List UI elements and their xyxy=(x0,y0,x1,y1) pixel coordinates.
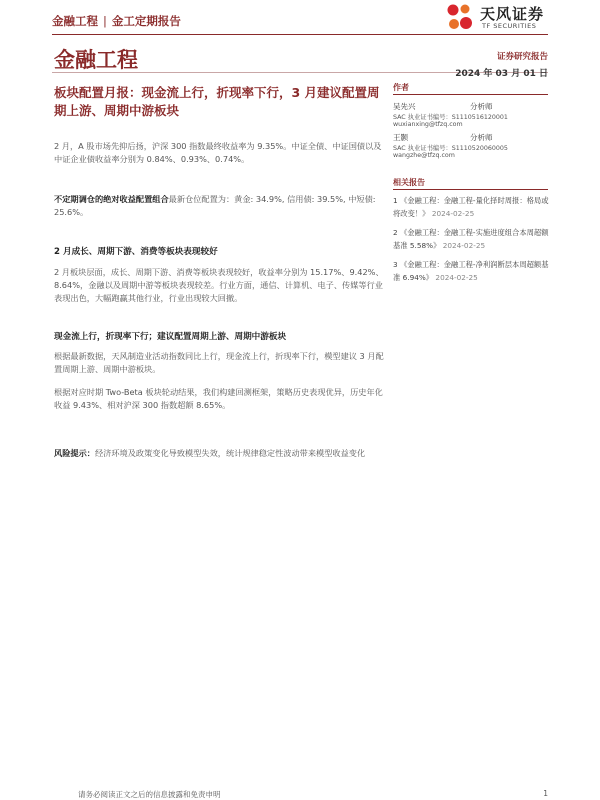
author-license: SAC 执业证书编号：S1110520060005 xyxy=(393,145,508,152)
report-type: 证券研究报告 xyxy=(496,52,548,62)
related-divider xyxy=(393,189,548,190)
author-license: SAC 执业证书编号：S1110516120001 xyxy=(393,114,508,121)
header-separator: | xyxy=(103,14,107,28)
related-report-item[interactable] xyxy=(393,194,553,220)
related-report-text: 3 《金融工程：金融工程-净利润断层本周超额基准 6.94%》 xyxy=(393,260,549,282)
related-report-date: 2024-02-25 xyxy=(431,209,475,218)
logo-mark-icon xyxy=(444,2,478,34)
related-report-text: 2 《金融工程：金融工程-实施进度组合本周超额基准 5.58%》 xyxy=(393,228,549,250)
logo-text-cn: 天风证券 xyxy=(480,5,545,23)
page-title: 金融工程 xyxy=(54,48,138,72)
tf-securities-logo xyxy=(444,2,554,34)
risk-text: 经济环境及政策变化导致模型失效，统计规律稳定性波动带来模型收益变化 xyxy=(94,448,366,458)
header-divider xyxy=(52,34,548,35)
related-report-text: 1 《金融工程：金融工程-量化择时周报：格局或将改变！》 xyxy=(393,196,549,218)
header-section-label: 金融工程 xyxy=(52,14,98,28)
risk-lead: 风险提示： xyxy=(54,448,95,458)
allocation-lead: 不定期调仓的绝对收益配置组合 xyxy=(54,194,169,204)
logo-text-en: TF SECURITIES xyxy=(482,22,537,30)
related-report-item[interactable] xyxy=(393,258,553,284)
allocation-text: 最新仓位配置为：黄金: 34.9%, 信用债: 39.5%, 中短债: 25.6%。 xyxy=(54,194,376,217)
author-role: 分析师 xyxy=(470,102,493,111)
section-heading-performance: 2 月成长、周期下游、消费等板块表现较好 xyxy=(54,247,218,257)
author-email[interactable]: wuxianxing@tfzq.com xyxy=(393,121,463,128)
footer-disclaimer: 请务必阅读正文之后的信息披露和免责申明 xyxy=(78,790,221,799)
header-series-label: 金工定期报告 xyxy=(111,14,181,28)
related-report-date: 2024-02-25 xyxy=(442,241,486,250)
page-number: 1 xyxy=(543,789,548,798)
backtest-paragraph: 根据对应时期 Two-Beta 板块轮动结果，我们构建回测框架，策略历史表现优异，历史年化收益 9.43%、相对沪深 300 指数超额 8.65%。 xyxy=(54,387,383,410)
author-role: 分析师 xyxy=(470,133,493,142)
related-report-date: 2024-02-25 xyxy=(435,273,478,282)
authors-divider xyxy=(393,94,548,95)
related-report-item[interactable] xyxy=(393,226,553,252)
related-reports-title: 相关报告 xyxy=(393,178,425,187)
author-email[interactable]: wangzhe@tfzq.com xyxy=(393,152,455,159)
header-section xyxy=(52,13,181,29)
summary-paragraph: 2 月，A 股市场先抑后扬，沪深 300 指数最终收益率为 9.35%。中证全债、中证国债以及中证企业债收益率分别为 0.84%、0.93%、0.74%。 xyxy=(54,141,382,164)
risk-paragraph xyxy=(54,447,384,460)
authors-title: 作者 xyxy=(393,83,409,92)
report-date: 2024 年 03 月 01 日 xyxy=(455,69,548,79)
section-heading-recommendation: 现金流上行，折现率下行；建议配置周期上游、周期中游板块 xyxy=(54,332,287,342)
performance-paragraph: 2 月板块层面，成长、周期下游、消费等板块表现较好，收益率分别为 15.17%、9.42%、8.64%，金融以及周期中游等板块表现较差。行业方面，通信、计算机、电子、传媒等行业表现出色，大幅跑赢其他行业，行业出现较大回撤。 xyxy=(54,267,384,303)
author-name: 王颢 xyxy=(393,133,408,142)
recommendation-paragraph: 根据最新数据，天风制造业活动指数同比上行，现金流上行，折现率下行，模型建议 3 月配置周期上游、周期中游板块。 xyxy=(54,351,384,374)
author-name: 吴先兴 xyxy=(393,102,416,111)
report-title: 板块配置月报：现金流上行，折现率下行，3 月建议配置周期上游、周期中游板块 xyxy=(54,85,380,118)
allocation-paragraph xyxy=(54,193,384,219)
